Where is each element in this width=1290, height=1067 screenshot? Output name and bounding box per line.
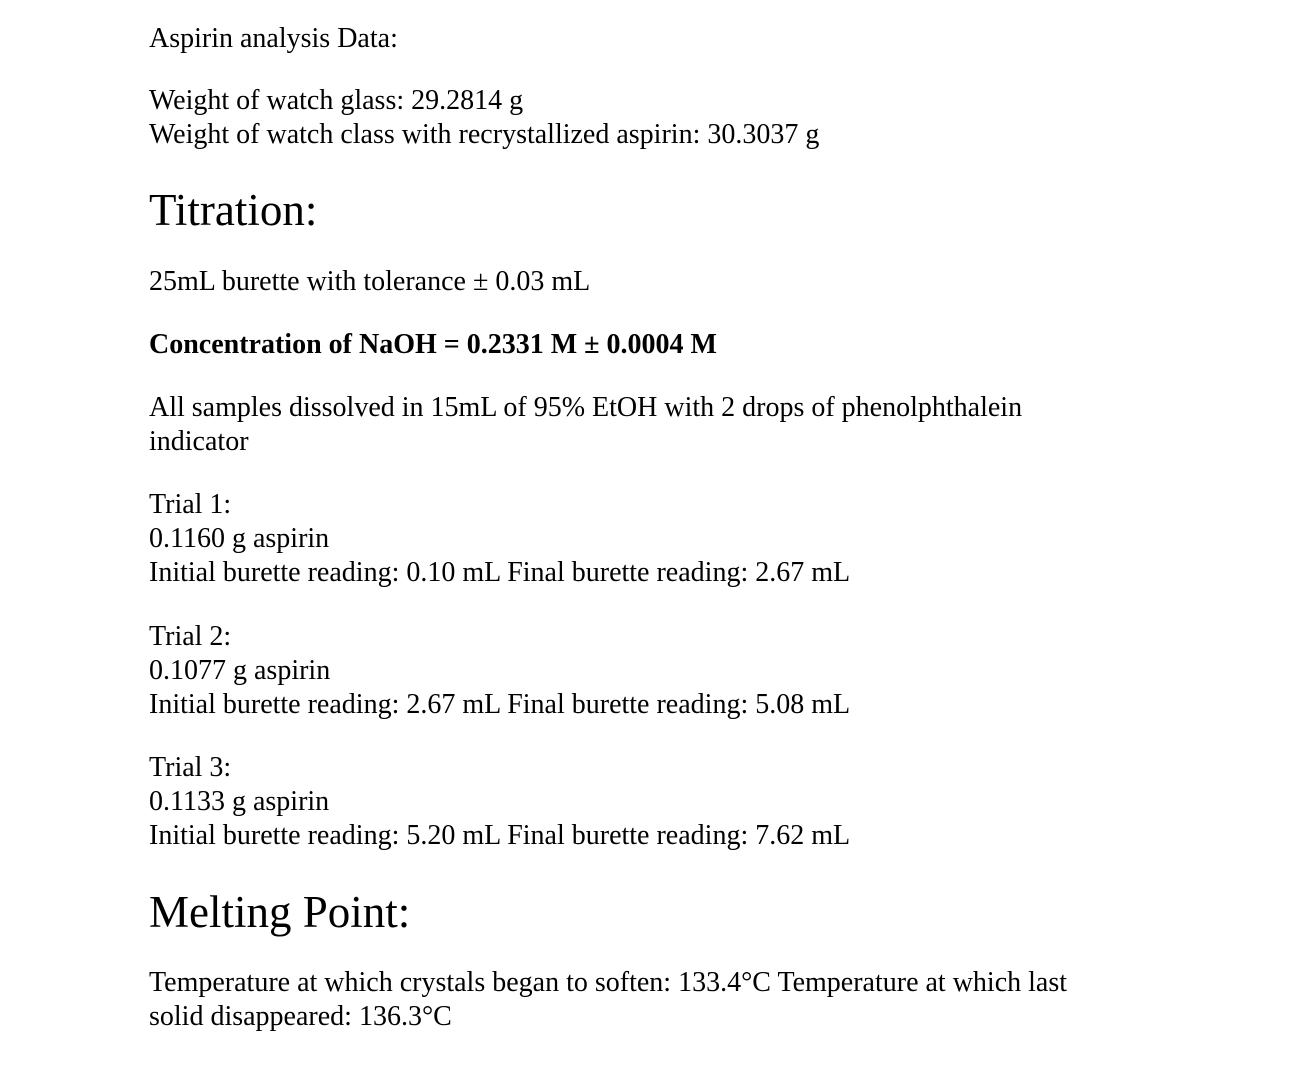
trial-2-readings: Initial burette reading: 2.67 mL Final burette reading: 5.08 mL: [149, 689, 851, 720]
trial-1-label: Trial 1:: [149, 489, 232, 520]
naoh-concentration: Concentration of NaOH = 0.2331 M ± 0.0004 M: [149, 329, 717, 360]
samples-description-line1: All samples dissolved in 15mL of 95% EtOH with 2 drops of phenolphthalein: [149, 392, 1023, 423]
aspirin-analysis-title: Aspirin analysis Data:: [149, 23, 398, 54]
trial-2-mass: 0.1077 g aspirin: [149, 655, 331, 686]
titration-heading: Titration:: [149, 185, 318, 235]
trial-2-label: Trial 2:: [149, 621, 232, 652]
watch-glass-weight: Weight of watch glass: 29.2814 g: [149, 85, 524, 116]
samples-description-line2: indicator: [149, 426, 249, 457]
melting-point-line1: Temperature at which crystals began to soften: 133.4°C Temperature at which last: [149, 967, 1068, 998]
trial-1-mass: 0.1160 g aspirin: [149, 523, 330, 554]
melting-point-heading: Melting Point:: [149, 887, 411, 937]
watch-glass-with-aspirin-weight: Weight of watch class with recrystallized aspirin: 30.3037 g: [149, 119, 820, 150]
trial-3-readings: Initial burette reading: 5.20 mL Final burette reading: 7.62 mL: [149, 820, 851, 851]
trial-1-readings: Initial burette reading: 0.10 mL Final burette reading: 2.67 mL: [149, 557, 851, 588]
melting-point-line2: solid disappeared: 136.3°C: [149, 1001, 452, 1032]
trial-3-label: Trial 3:: [149, 752, 232, 783]
burette-tolerance: 25mL burette with tolerance ± 0.03 mL: [149, 266, 591, 297]
trial-3-mass: 0.1133 g aspirin: [149, 786, 330, 817]
